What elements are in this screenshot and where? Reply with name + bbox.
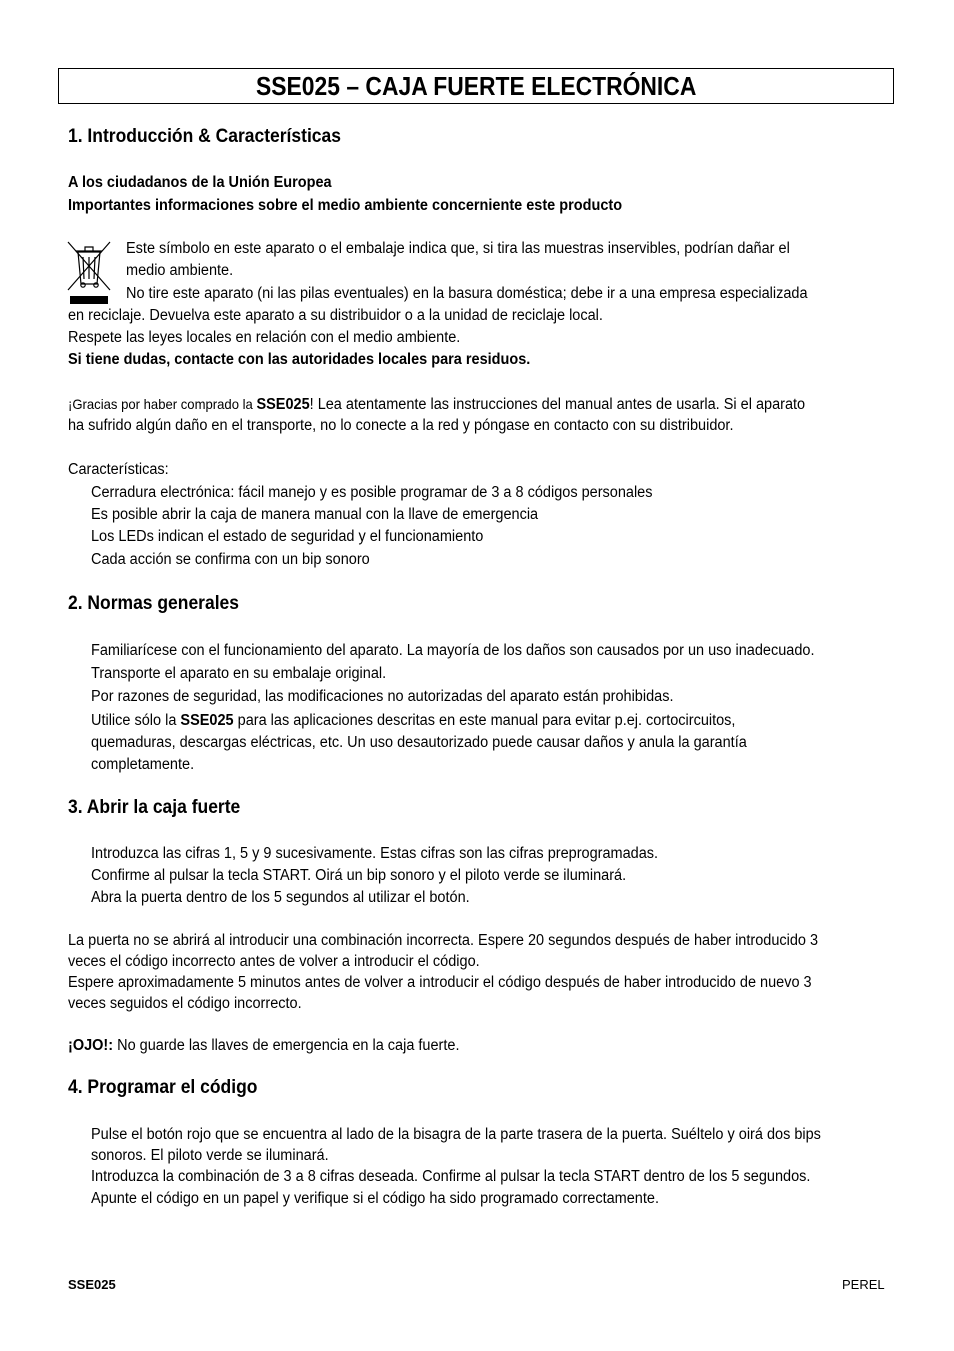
- programar-line-2: sonoros. El piloto verde se iluminará.: [91, 1147, 329, 1164]
- normas-line-6: completamente.: [91, 756, 195, 773]
- warning-label: ¡OJO!:: [68, 1037, 114, 1054]
- env-paragraph-4: Si tiene dudas, contacte con las autoridades locales para residuos.: [68, 351, 531, 368]
- thanks-model: SSE025: [256, 396, 310, 413]
- thanks-line-1: [68, 393, 805, 416]
- programar-line-1: Pulse el botón rojo que se encuentra al lado de la bisagra de la parte trasera de la puerta. Suéltelo y oirá dos bips: [91, 1126, 821, 1143]
- normas-line-4-prefix: Utilice sólo la: [91, 712, 181, 729]
- normas-line-4-suffix: para las aplicaciones descritas en este manual para evitar p.ej. cortocircuitos,: [233, 712, 736, 729]
- title-box: [58, 68, 894, 104]
- section-heading-normas: 2. Normas generales: [68, 593, 240, 614]
- features-label: Características:: [68, 461, 169, 478]
- programar-line-3: Introduzca la combinación de 3 a 8 cifras deseada. Confirme al pulsar la tecla START dentro de los 5 segundos.: [91, 1168, 811, 1185]
- abrir-step-1: Introduzca las cifras 1, 5 y 9 sucesivamente. Estas cifras son las cifras preprogramadas.: [91, 845, 659, 862]
- normas-model: SSE025: [180, 712, 234, 729]
- section-heading-abrir: 3. Abrir la caja fuerte: [68, 797, 241, 818]
- crossed-out-wheelie-bin-icon: [66, 240, 112, 306]
- eu-citizens-line: A los ciudadanos de la Unión Europea: [68, 174, 332, 191]
- document-title: SSE025 – CAJA FUERTE ELECTRÓNICA: [255, 71, 697, 101]
- feature-item: Los LEDs indican el estado de seguridad y el funcionamiento: [91, 528, 484, 545]
- normas-line-1: Familiarícese con el funcionamiento del aparato. La mayoría de los daños son causados por un uso inadecuado.: [91, 642, 815, 659]
- thanks-prefix: ¡Gracias por haber comprado la: [68, 396, 257, 412]
- feature-item: Es posible abrir la caja de manera manual con la llave de emergencia: [91, 506, 539, 523]
- thanks-suffix: ! Lea atentamente las instrucciones del manual antes de usarla. Si el aparato: [309, 396, 806, 413]
- abrir-paragraph-2a: Espere aproximadamente 5 minutos antes de volver a introducir el código después de haber introducido de nuevo 3: [68, 974, 812, 991]
- normas-line-2: Transporte el aparato en su embalaje original.: [91, 665, 387, 682]
- thanks-line-2: ha sufrido algún daño en el transporte, no lo conecte a la red y póngase en contacto con su distribuidor.: [68, 417, 734, 434]
- footer-model: SSE025: [68, 1277, 116, 1292]
- env-paragraph-2a: No tire este aparato (ni las pilas eventuales) en la basura doméstica; debe ir a una empresa especializada: [126, 285, 808, 302]
- env-paragraph-3: Respete las leyes locales en relación con el medio ambiente.: [68, 329, 461, 346]
- footer-brand: PEREL: [842, 1277, 885, 1292]
- abrir-paragraph-1a: La puerta no se abrirá al introducir una combinación incorrecta. Espere 20 segundos después de haber introducido 3: [68, 932, 819, 949]
- environment-info-line: Importantes informaciones sobre el medio ambiente concerniente este producto: [68, 197, 623, 214]
- warning-text: No guarde las llaves de emergencia en la caja fuerte.: [113, 1037, 460, 1054]
- abrir-step-2: Confirme al pulsar la tecla START. Oirá un bip sonoro y el piloto verde se iluminará.: [91, 867, 627, 884]
- env-paragraph-1a: Este símbolo en este aparato o el embalaje indica que, si tira las muestras inservibles, podrían dañar el: [126, 240, 790, 257]
- feature-item: Cada acción se confirma con un bip sonoro: [91, 551, 370, 568]
- normas-line-5: quemaduras, descargas eléctricas, etc. Un uso desautorizado puede causar daños y anula la garantía: [91, 734, 747, 751]
- abrir-paragraph-2b: veces seguidos el código incorrecto.: [68, 995, 302, 1012]
- normas-line-3: Por razones de seguridad, las modificaciones no autorizadas del aparato están prohibidas.: [91, 688, 674, 705]
- warning-line: [68, 1035, 460, 1057]
- abrir-paragraph-1b: veces el código incorrecto antes de volver a introducir el código.: [68, 953, 480, 970]
- section-heading-introduccion: 1. Introducción & Características: [68, 126, 341, 147]
- env-paragraph-1b: medio ambiente.: [126, 262, 234, 279]
- section-heading-programar: 4. Programar el código: [68, 1077, 258, 1098]
- env-paragraph-2b: en reciclaje. Devuelva este aparato a su distribuidor o a la unidad de reciclaje local.: [68, 307, 603, 324]
- feature-item: Cerradura electrónica: fácil manejo y es posible programar de 3 a 8 códigos personales: [91, 484, 653, 501]
- programar-line-4: Apunte el código en un papel y verifique si el código ha sido programado correctamente.: [91, 1190, 659, 1207]
- abrir-step-3: Abra la puerta dentro de los 5 segundos al utilizar el botón.: [91, 889, 470, 906]
- normas-line-4: [91, 710, 735, 732]
